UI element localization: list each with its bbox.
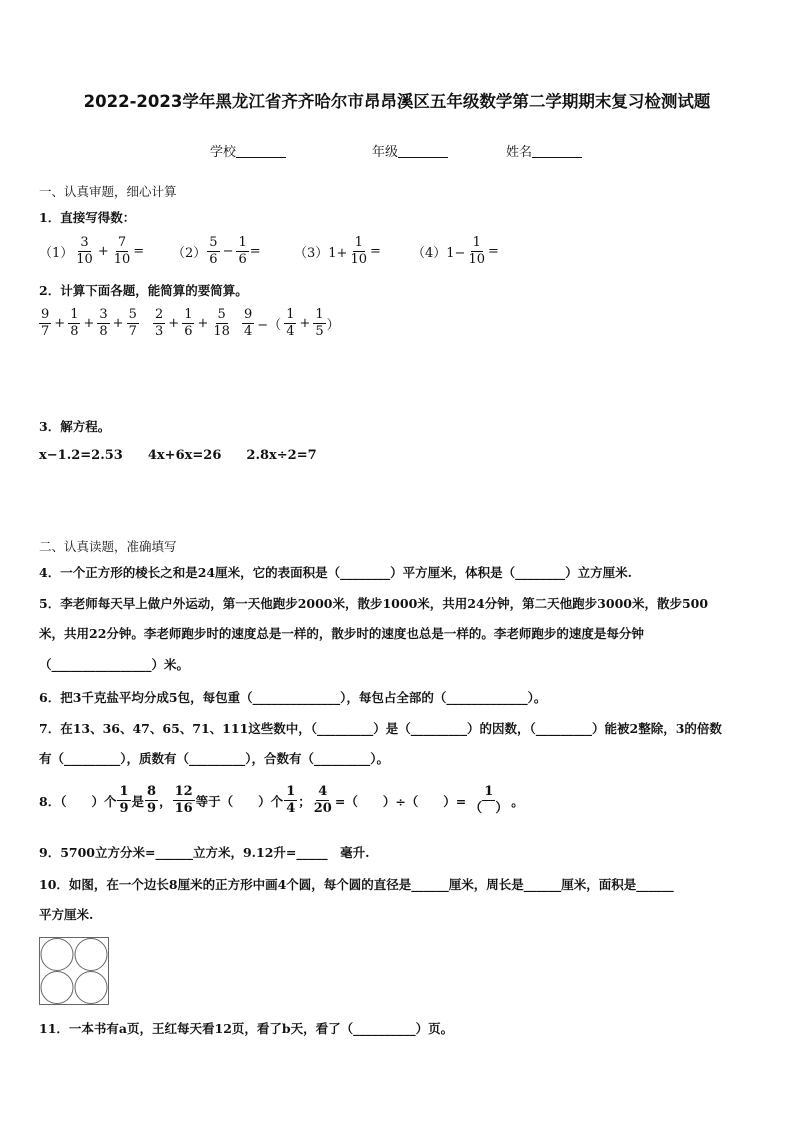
- section-two-heading: 二、认真读题，准确填写: [39, 539, 177, 554]
- q2-expression-3: $\frac{9}{4}$ −（ $\frac{1}{4}$ + $\frac{1}{5}$ ）: [244, 307, 340, 339]
- circle-top-left: [41, 939, 73, 971]
- q3-label: 3．解方程。: [39, 419, 111, 434]
- square-with-four-circles-figure: [39, 937, 109, 1005]
- grade-blank: [398, 144, 448, 158]
- q5-line-3: （________________）米。: [39, 657, 190, 672]
- q1-item-1: （1） $\frac{3}{10}$ + $\frac{7}{10}$ =: [39, 235, 145, 267]
- q6-text: 6．把3千克盐平均分成5包，每包重（______________），每包占全部的（_____________）。: [39, 690, 547, 705]
- q5-line-2: 米，共用22分钟。李老师跑步时的速度总是一样的，散步时的速度也总是一样的。李老师跑步的速度是每分钟: [39, 626, 644, 641]
- q2-expression-2: $\frac{2}{3}$ + $\frac{1}{6}$ + $\frac{5}{18}$: [155, 307, 230, 339]
- fraction: $\frac{1}{10}$: [468, 235, 485, 267]
- q2-expression-1: $\frac{9}{7}$ + $\frac{1}{8}$ + $\frac{3}{8}$ + $\frac{5}{7}$: [41, 307, 137, 339]
- q11-text: 11．一本书有a页，王红每天看12页，看了b天，看了（__________）页。: [39, 1021, 454, 1036]
- circle-bottom-left: [41, 972, 73, 1004]
- q1-item-4: （4）1− $\frac{1}{10}$ =: [412, 235, 499, 267]
- q3-equations: [39, 448, 317, 463]
- q5-line-1: 5．李老师每天早上做户外运动，第一天他跑步2000米，散步1000米，共用24分钟，第二天他跑步3000米，散步500: [39, 596, 709, 611]
- section-one-heading: 一、认真审题，细心计算: [39, 184, 177, 199]
- page-title: 2022-2023学年黑龙江省齐齐哈尔市昂昂溪区五年级数学第二学期期末复习检测试题: [83, 92, 711, 111]
- q1-label: 1．直接写得数：: [39, 210, 136, 225]
- fraction: $\frac{7}{10}$: [113, 235, 131, 267]
- equation-2: 4x+6x=26: [147, 448, 222, 463]
- q2-label: 2．计算下面各题，能简算的要简算。: [39, 283, 248, 298]
- q10-line-1: 10．如图，在一个边长8厘米的正方形中画4个圆，每个圆的直径是______厘米，周长是______厘米，面积是______: [39, 877, 674, 892]
- grade-field: [372, 141, 448, 160]
- fraction: $\frac{5}{6}$: [209, 235, 218, 267]
- q1-item-2: （2） $\frac{5}{6}$ − $\frac{1}{6}$ =: [172, 235, 261, 267]
- q7-line-1: 7．在13、36、47、65、71、111这些数中，（_________）是（_________）的因数，（_________）能被2整除，3的倍数: [39, 721, 722, 736]
- q9-text: 9．5700立方分米=______立方米，9.12升=_____ 毫升.: [39, 845, 370, 860]
- q7-line-2: 有（_________），质数有（_________），合数有（_________）。: [39, 751, 390, 766]
- equation-1: x−1.2=2.53: [39, 448, 123, 463]
- fraction: $\frac{1}{6}$: [238, 235, 247, 267]
- q1-item-3: （3）1+ $\frac{1}{10}$ =: [294, 235, 381, 267]
- circles-diagram: [40, 938, 108, 1004]
- school-field: [210, 141, 286, 160]
- name-field: [506, 141, 582, 160]
- name-blank: [532, 144, 582, 158]
- school-label: 学校: [210, 145, 237, 160]
- fraction: $\frac{1}{10}$: [350, 235, 367, 267]
- circle-bottom-right: [75, 972, 107, 1004]
- equation-3: 2.8x÷2=7: [246, 448, 317, 463]
- q4-text: 4．一个正方形的棱长之和是24厘米，它的表面积是（________）平方厘米，体积是（________）立方厘米.: [39, 565, 632, 580]
- circle-top-right: [75, 939, 107, 971]
- fraction: $\frac{3}{10}$: [76, 235, 93, 267]
- school-blank: [236, 144, 286, 158]
- q8-text: 8．（ ）个 $\frac{1}{9}$ 是 $\frac{8}{9}$ ， $\frac{12}{16}$ 等于（ ）个 $\frac{1}{4}$ ； $\frac{4}{20}$ =（ ）÷（ ）= $\frac{1}{( )}$ 。: [39, 784, 524, 816]
- name-label: 姓名: [506, 145, 533, 160]
- grade-label: 年级: [372, 145, 399, 160]
- q10-line-2: 平方厘米.: [39, 907, 94, 922]
